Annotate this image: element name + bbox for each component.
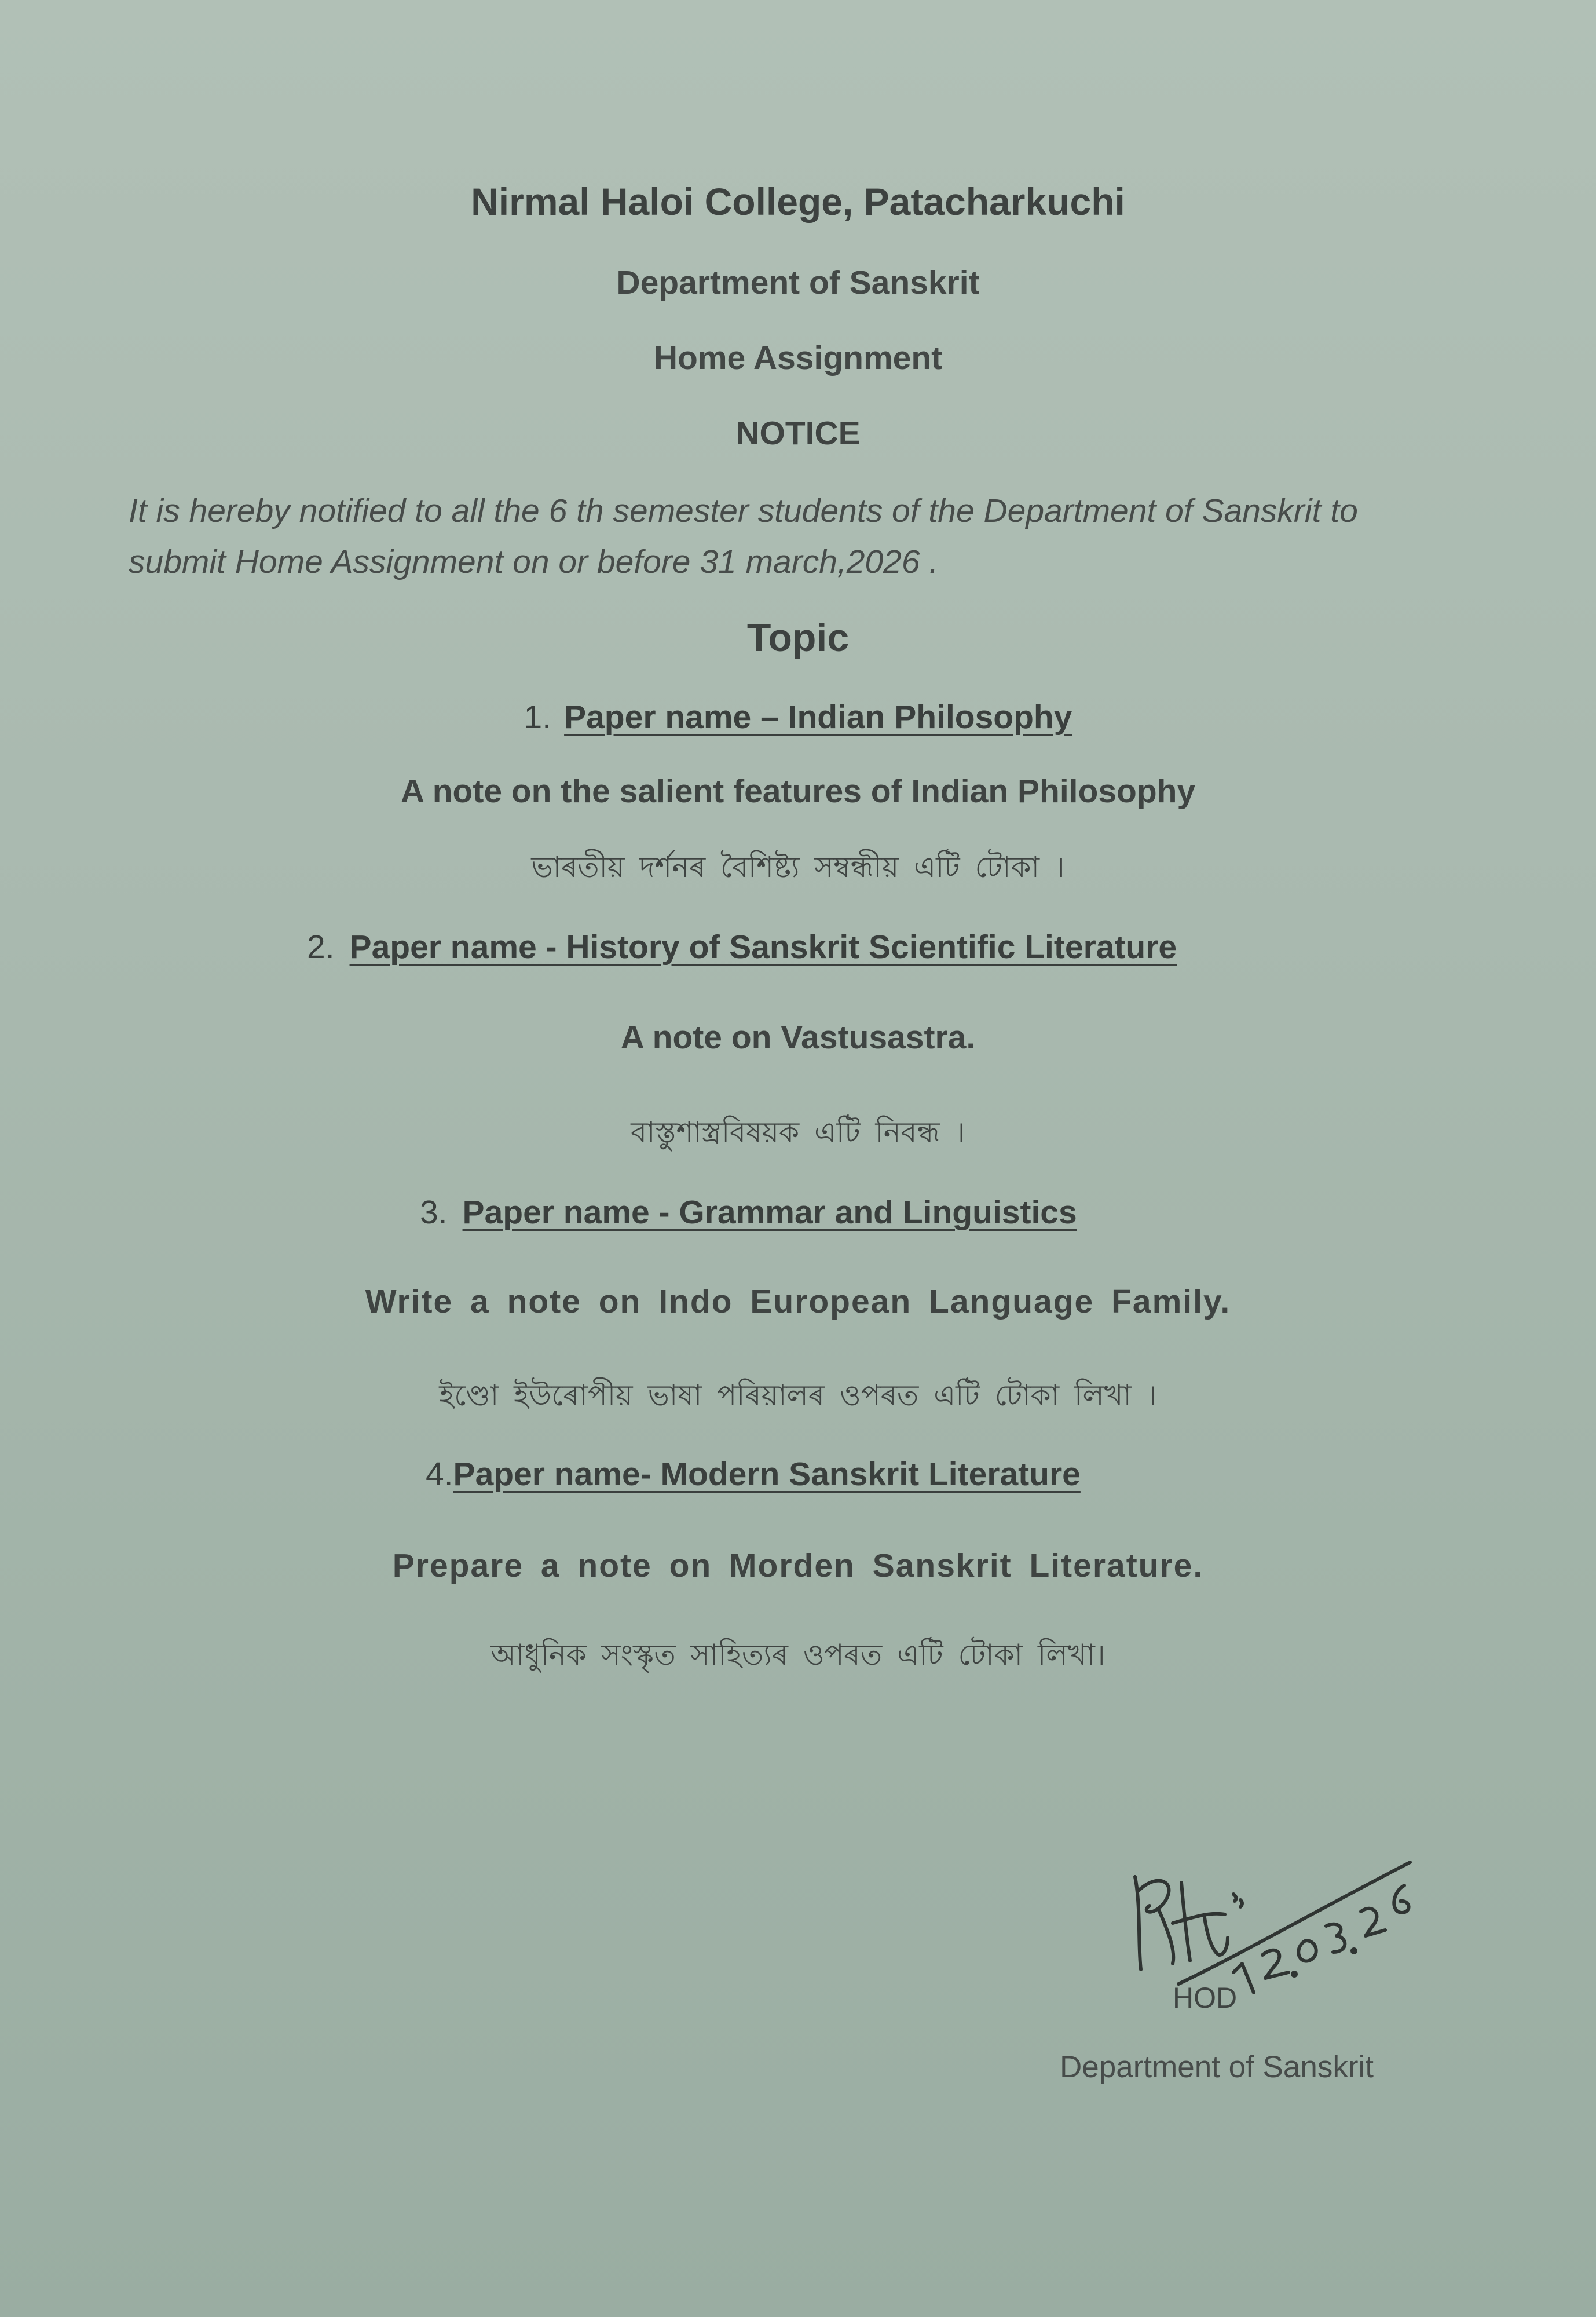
college-name: Nirmal Haloi College, Patacharkuchi: [471, 180, 1125, 223]
topic-2-number: 2.: [307, 929, 335, 966]
topic-3-english: Write a note on Indo European Language Family.: [365, 1283, 1231, 1320]
topic-1-number: 1.: [524, 699, 552, 736]
topic-3-number: 3.: [420, 1194, 448, 1231]
department-name: Department of Sanskrit: [616, 264, 980, 301]
topic-2-english: A note on Vastusastra.: [620, 1019, 976, 1056]
topic-2-paper-name: Paper name - History of Sanskrit Scientific Literature: [349, 929, 1177, 966]
topic-4-paper: [426, 1455, 1081, 1493]
topic-1-english: A note on the salient features of Indian Philosophy: [400, 773, 1196, 810]
topic-4-assamese: আধুনিক সংস্কৃত সাহিত্যৰ ওপৰত এটি টোকা লিখা।: [490, 1638, 1106, 1672]
topic-1-assamese: ভাৰতীয় দৰ্শনৰ বৈশিষ্ট্য সম্বন্ধীয় এটি টোকা ।: [531, 850, 1065, 884]
topic-4-paper-name: Paper name- Modern Sanskrit Literature: [453, 1456, 1081, 1493]
topic-heading: Topic: [746, 616, 850, 660]
hod-label: HOD: [1173, 1982, 1238, 2014]
topic-3-assamese: ইণ্ডো ইউৰোপীয় ভাষা পৰিয়ালৰ ওপৰত এটি টোকা লিখা ।: [439, 1379, 1157, 1412]
hod-signature: [1118, 1836, 1419, 2027]
topic-3-paper: [420, 1193, 1077, 1231]
notice-heading: NOTICE: [735, 415, 861, 452]
topic-1-paper: [0, 698, 1596, 736]
topic-2-assamese: বাস্তুশাস্ত্ৰবিষয়ক এটি নিবন্ধ ।: [631, 1116, 965, 1149]
topic-1-paper-name: Paper name – Indian Philosophy: [564, 699, 1072, 736]
topic-4-english: Prepare a note on Morden Sanskrit Literature.: [392, 1547, 1204, 1584]
assignment-title: Home Assignment: [653, 339, 943, 377]
topic-3-paper-name: Paper name - Grammar and Linguistics: [462, 1194, 1077, 1231]
topic-2-paper: [307, 928, 1177, 966]
footer-department: Department of Sanskrit: [1060, 2050, 1374, 2084]
notice-body: It is hereby notified to all the 6 th semester students of the Department of Sanskrit to submit Home Assignment on or before 31 march,2026 .: [129, 492, 1358, 580]
topic-4-number: 4.: [426, 1456, 453, 1493]
